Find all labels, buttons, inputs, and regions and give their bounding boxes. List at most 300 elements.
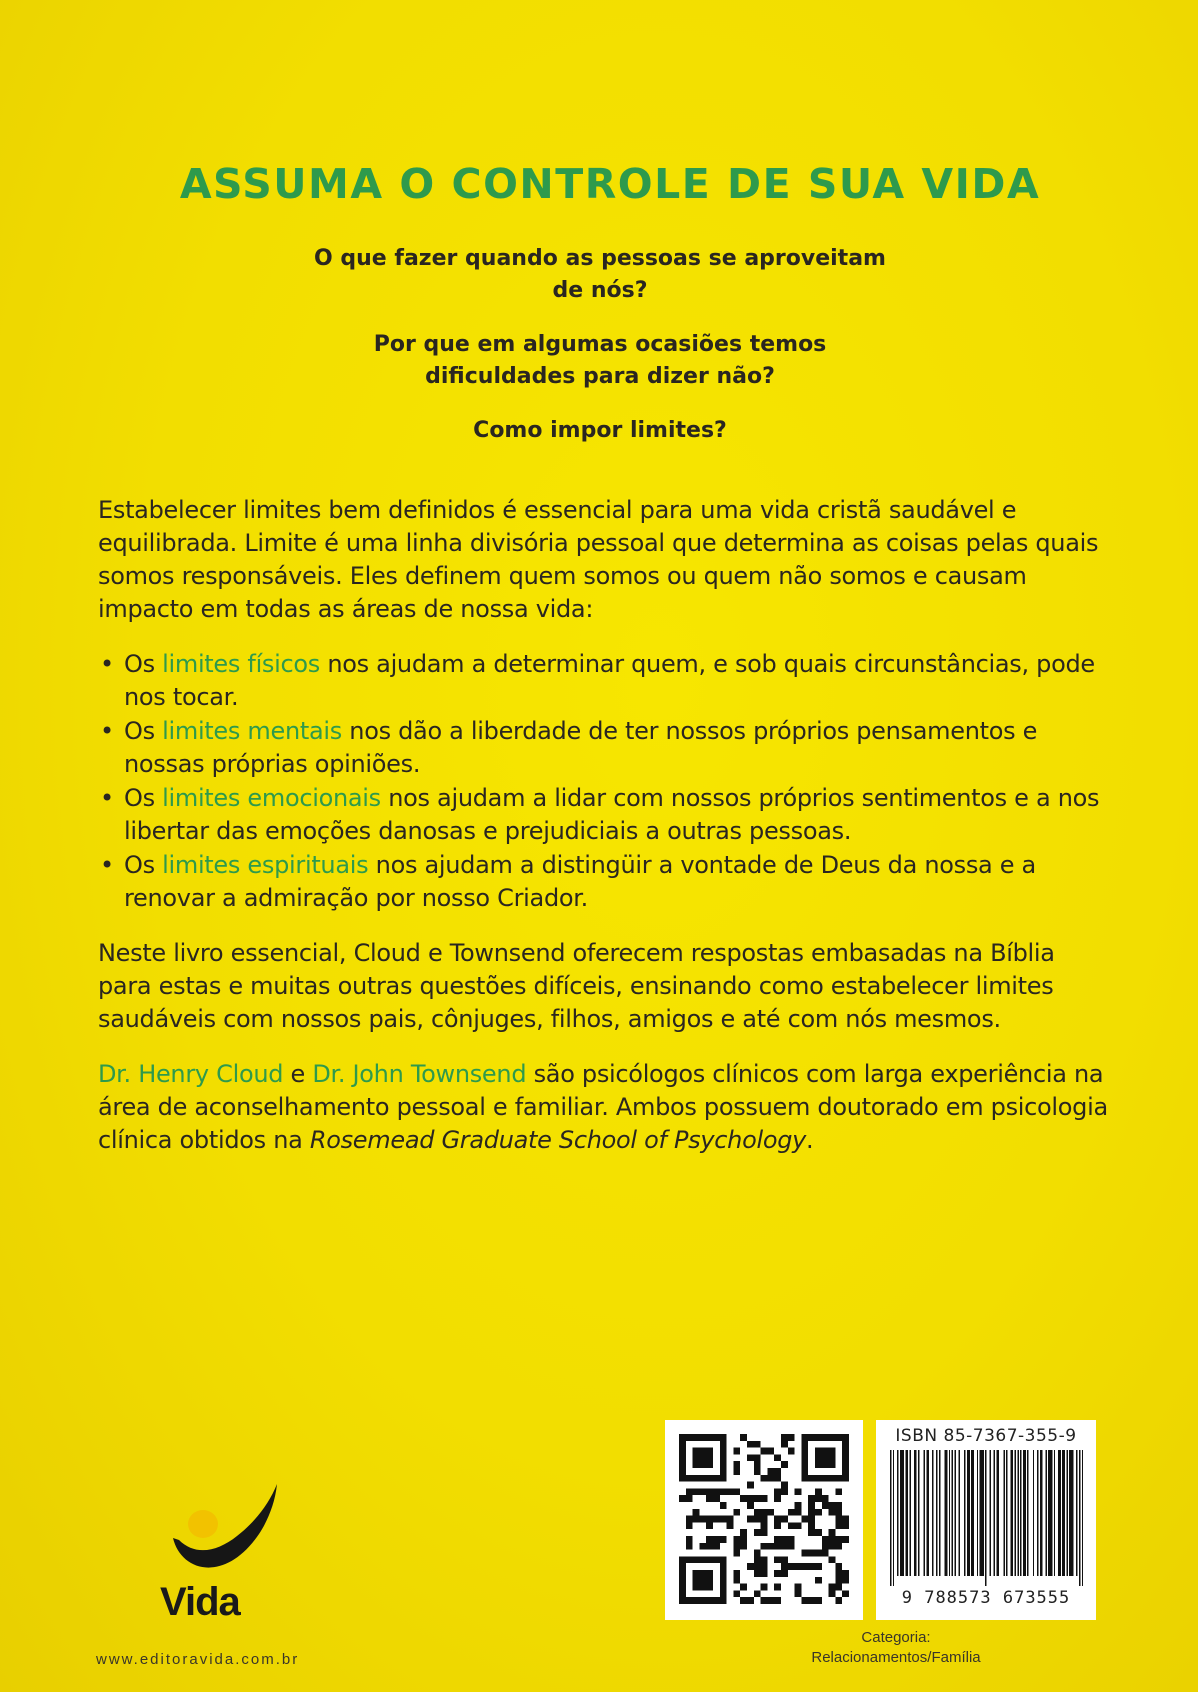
qr-module	[679, 1448, 686, 1455]
qr-module	[815, 1563, 822, 1570]
qr-module	[686, 1543, 693, 1550]
barcode-bar	[989, 1450, 990, 1576]
barcode-bar	[939, 1450, 940, 1576]
qr-module	[679, 1475, 686, 1482]
qr-module	[829, 1556, 836, 1563]
qr-module	[815, 1461, 822, 1468]
qr-module	[761, 1475, 768, 1482]
qr-module	[842, 1475, 849, 1482]
qr-module	[761, 1563, 768, 1570]
qr-module	[835, 1570, 842, 1577]
barcode-bar	[1082, 1450, 1083, 1586]
qr-module	[761, 1509, 768, 1516]
qr-module	[815, 1509, 822, 1516]
qr-module	[686, 1495, 693, 1502]
qr-module	[788, 1563, 795, 1570]
qr-module	[720, 1448, 727, 1455]
qr-module	[754, 1590, 761, 1597]
barcode-bar	[1033, 1450, 1034, 1576]
barcode-bar	[905, 1450, 908, 1576]
qr-module	[774, 1516, 781, 1523]
qr-module	[774, 1597, 781, 1604]
bullet-term: limites espirituais	[162, 851, 369, 879]
qr-module	[829, 1536, 836, 1543]
barcode-bar	[1048, 1450, 1052, 1576]
qr-module	[693, 1584, 700, 1591]
publisher-name: Vida	[160, 1580, 240, 1624]
qr-module	[706, 1543, 713, 1550]
qr-module	[835, 1522, 842, 1529]
qr-module	[815, 1434, 822, 1441]
barcode-bar	[890, 1450, 891, 1586]
qr-module	[835, 1536, 842, 1543]
qr-module	[679, 1461, 686, 1468]
qr-module	[720, 1563, 727, 1570]
qr-module	[679, 1495, 686, 1502]
qr-module	[727, 1488, 734, 1495]
qr-module	[686, 1434, 693, 1441]
bullet-text: nos ajudam a lidar com nossos próprios sentimentos e a nos libertar das emoções danosas e prejudiciais a outras pessoas.	[124, 784, 1100, 845]
qr-module	[815, 1448, 822, 1455]
barcode-bar	[954, 1450, 955, 1576]
barcode-bar	[959, 1450, 960, 1576]
qr-module	[829, 1590, 836, 1597]
qr-module	[761, 1584, 768, 1591]
qr-module	[842, 1448, 849, 1455]
qr-module	[842, 1577, 849, 1584]
barcode-bar	[936, 1450, 937, 1576]
qr-module	[720, 1584, 727, 1591]
qr-module	[733, 1488, 740, 1495]
qr-module	[815, 1597, 822, 1604]
qr-module	[781, 1482, 788, 1489]
qr-module	[706, 1516, 713, 1523]
barcode-bar	[949, 1450, 950, 1576]
qr-module	[733, 1550, 740, 1557]
qr-module	[754, 1495, 761, 1502]
barcode-bar	[893, 1450, 894, 1586]
bullet-term: limites físicos	[162, 650, 320, 678]
qr-module	[747, 1516, 754, 1523]
qr-module	[801, 1434, 808, 1441]
author-bio-end: .	[806, 1126, 814, 1154]
qr-module	[815, 1488, 822, 1495]
qr-module	[808, 1509, 815, 1516]
qr-module	[706, 1597, 713, 1604]
barcode-bar	[1010, 1450, 1013, 1576]
qr-module	[713, 1488, 720, 1495]
qr-module	[713, 1536, 720, 1543]
question-2: Por que em algumas ocasiões temos dificuldades para dizer não?	[373, 332, 827, 389]
qr-module	[767, 1475, 774, 1482]
qr-module	[740, 1536, 747, 1543]
qr-module	[740, 1543, 747, 1550]
bullet-prefix: Os	[124, 851, 163, 879]
qr-module	[720, 1468, 727, 1475]
barcode-bar	[932, 1450, 933, 1576]
qr-module	[747, 1563, 754, 1570]
qr-module	[747, 1502, 754, 1509]
bullet-prefix: Os	[124, 650, 163, 678]
barcode-bar	[985, 1450, 986, 1586]
barcode-bar	[1058, 1450, 1061, 1576]
qr-module	[693, 1475, 700, 1482]
qr-module	[822, 1495, 829, 1502]
qr-module	[795, 1502, 802, 1509]
question-1: O que fazer quando as pessoas se aproveitam de nós?	[314, 246, 886, 303]
qr-module	[829, 1475, 836, 1482]
qr-module	[733, 1448, 740, 1455]
qr-module	[713, 1597, 720, 1604]
qr-module	[733, 1570, 740, 1577]
qr-module	[842, 1570, 849, 1577]
qr-module	[686, 1556, 693, 1563]
qr-module	[774, 1584, 781, 1591]
bullet-term: limites emocionais	[162, 784, 381, 812]
synopsis	[98, 494, 1108, 1179]
qr-module	[822, 1475, 829, 1482]
qr-module	[740, 1597, 747, 1604]
qr-module	[679, 1454, 686, 1461]
category-value: Relacionamentos/Família	[811, 1649, 981, 1666]
qr-module	[713, 1434, 720, 1441]
author-bio-text: são psicólogos clínicos com larga experiência na área de aconselhamento pessoal e familiar. Ambos possuem doutorado em psicologia clínica obtidos na	[98, 1060, 1108, 1154]
qr-module	[693, 1461, 700, 1468]
qr-module	[706, 1475, 713, 1482]
qr-module	[720, 1441, 727, 1448]
qr-module	[747, 1597, 754, 1604]
qr-module	[781, 1536, 788, 1543]
qr-module	[754, 1468, 761, 1475]
qr-module	[699, 1577, 706, 1584]
qr-module	[767, 1448, 774, 1455]
qr-module	[815, 1454, 822, 1461]
barcode-bar	[1020, 1450, 1021, 1576]
qr-module	[842, 1516, 849, 1523]
barcode-bar	[918, 1450, 919, 1576]
barcode-bar	[994, 1450, 995, 1576]
qr-module	[801, 1550, 808, 1557]
qr-module	[699, 1448, 706, 1455]
barcode-bar	[914, 1450, 917, 1576]
qr-module	[774, 1536, 781, 1543]
qr-module	[774, 1556, 781, 1563]
qr-module	[706, 1584, 713, 1591]
qr-module	[835, 1488, 842, 1495]
qr-module	[761, 1556, 768, 1563]
qr-module	[822, 1448, 829, 1455]
qr-module	[713, 1475, 720, 1482]
barcode-bar	[910, 1450, 911, 1576]
qr-module	[747, 1454, 754, 1461]
qr-module	[829, 1454, 836, 1461]
qr-module	[754, 1556, 761, 1563]
qr-module	[754, 1509, 761, 1516]
qr-module	[761, 1495, 768, 1502]
qr-module	[693, 1488, 700, 1495]
qr-module	[693, 1434, 700, 1441]
author-name-1: Dr. Henry Cloud	[98, 1060, 284, 1088]
barcode-bar	[926, 1450, 929, 1576]
back-cover-heading: ASSUMA O CONTROLE DE SUA VIDA	[179, 160, 1041, 208]
qr-module	[801, 1468, 808, 1475]
qr-module	[829, 1434, 836, 1441]
qr-module	[733, 1590, 740, 1597]
barcode-bar	[1040, 1450, 1043, 1576]
publisher-website: www.editoravida.com.br	[96, 1651, 300, 1668]
qr-module	[720, 1577, 727, 1584]
barcode-bar	[1037, 1450, 1038, 1576]
qr-module	[679, 1584, 686, 1591]
list-item	[98, 648, 1108, 714]
qr-module	[679, 1597, 686, 1604]
qr-module	[733, 1577, 740, 1584]
qr-module	[767, 1597, 774, 1604]
qr-module	[808, 1495, 815, 1502]
qr-module	[788, 1434, 795, 1441]
qr-module	[706, 1454, 713, 1461]
qr-module	[761, 1448, 768, 1455]
list-item	[98, 782, 1108, 848]
qr-module	[801, 1448, 808, 1455]
qr-module	[733, 1543, 740, 1550]
qr-module	[801, 1516, 808, 1523]
barcode-bar	[897, 1450, 898, 1576]
qr-module	[795, 1563, 802, 1570]
qr-module	[842, 1454, 849, 1461]
bullet-text: nos ajudam a distingüir a vontade de Deus da nossa e a renovar a admiração por nosso Criador.	[124, 851, 1036, 912]
qr-module	[815, 1577, 822, 1584]
qr-module	[767, 1509, 774, 1516]
qr-module	[808, 1550, 815, 1557]
qr-module	[801, 1461, 808, 1468]
list-item	[98, 849, 1108, 915]
qr-module	[754, 1441, 761, 1448]
qr-module	[747, 1495, 754, 1502]
qr-module	[699, 1434, 706, 1441]
qr-module	[733, 1509, 740, 1516]
qr-module	[842, 1434, 849, 1441]
qr-module	[774, 1475, 781, 1482]
qr-module	[720, 1536, 727, 1543]
qr-module	[706, 1556, 713, 1563]
qr-module	[679, 1570, 686, 1577]
qr-module	[754, 1570, 761, 1577]
qr-module	[713, 1495, 720, 1502]
qr-module	[686, 1522, 693, 1529]
qr-module	[808, 1502, 815, 1509]
qr-module	[781, 1461, 788, 1468]
qr-module	[699, 1597, 706, 1604]
qr-module	[740, 1495, 747, 1502]
qr-module	[679, 1563, 686, 1570]
qr-module	[733, 1461, 740, 1468]
qr-module	[720, 1475, 727, 1482]
author-name-2: Dr. John Townsend	[312, 1060, 527, 1088]
qr-module	[767, 1543, 774, 1550]
barcode-bar	[924, 1450, 925, 1576]
qr-module	[720, 1502, 727, 1509]
qr-module	[747, 1482, 754, 1489]
barcode-bar	[900, 1450, 904, 1576]
qr-module	[835, 1597, 842, 1604]
qr-module	[815, 1495, 822, 1502]
isbn-barcode-block	[876, 1420, 1096, 1620]
qr-module	[842, 1522, 849, 1529]
qr-module	[706, 1448, 713, 1455]
qr-module	[747, 1441, 754, 1448]
qr-module	[808, 1434, 815, 1441]
qr-module	[699, 1461, 706, 1468]
qr-module	[795, 1509, 802, 1516]
qr-module	[761, 1529, 768, 1536]
qr-module	[801, 1441, 808, 1448]
author-bio	[98, 1058, 1108, 1157]
qr-module	[693, 1448, 700, 1455]
qr-module	[822, 1536, 829, 1543]
qr-module	[801, 1475, 808, 1482]
qr-module	[808, 1597, 815, 1604]
qr-module	[720, 1454, 727, 1461]
qr-module	[720, 1516, 727, 1523]
qr-module	[822, 1461, 829, 1468]
qr-module	[835, 1543, 842, 1550]
qr-module	[829, 1502, 836, 1509]
qr-module	[781, 1434, 788, 1441]
qr-module	[754, 1550, 761, 1557]
qr-module	[842, 1468, 849, 1475]
qr-module	[761, 1516, 768, 1523]
qr-module	[761, 1543, 768, 1550]
qr-module	[733, 1536, 740, 1543]
qr-module	[781, 1570, 788, 1577]
qr-module	[829, 1461, 836, 1468]
qr-module	[767, 1468, 774, 1475]
qr-module	[727, 1516, 734, 1523]
qr-module	[835, 1502, 842, 1509]
qr-module	[829, 1529, 836, 1536]
barcode-bar	[1006, 1450, 1007, 1576]
qr-module	[801, 1563, 808, 1570]
barcode-bar	[952, 1450, 953, 1576]
qr-module	[679, 1434, 686, 1441]
barcode-icon	[888, 1450, 1084, 1586]
qr-module	[774, 1543, 781, 1550]
qr-module	[720, 1461, 727, 1468]
limits-list	[98, 648, 1108, 915]
bullet-text: nos dão a liberdade de ter nossos próprios pensamentos e nossas próprias opiniões.	[124, 717, 1038, 778]
qr-module	[801, 1454, 808, 1461]
qr-module	[795, 1488, 802, 1495]
qr-module	[720, 1488, 727, 1495]
qr-module	[808, 1529, 815, 1536]
barcode-bar	[1069, 1450, 1073, 1576]
qr-module	[822, 1454, 829, 1461]
qr-module	[706, 1577, 713, 1584]
qr-module	[822, 1434, 829, 1441]
qr-module	[720, 1556, 727, 1563]
qr-module	[842, 1536, 849, 1543]
qr-module	[781, 1543, 788, 1550]
barcode-bar	[1015, 1450, 1016, 1576]
barcode-bar	[1027, 1450, 1028, 1576]
qr-module	[686, 1516, 693, 1523]
isbn-label: ISBN 85-7367-355-9	[895, 1426, 1077, 1446]
qr-module	[835, 1577, 842, 1584]
qr-module	[693, 1509, 700, 1516]
qr-module	[781, 1441, 788, 1448]
barcode-bar	[1062, 1450, 1065, 1576]
qr-module	[808, 1475, 815, 1482]
qr-module	[679, 1441, 686, 1448]
qr-module	[829, 1584, 836, 1591]
qr-module	[774, 1468, 781, 1475]
qr-module	[693, 1597, 700, 1604]
qr-module	[699, 1543, 706, 1550]
qr-module	[761, 1597, 768, 1604]
qr-module	[842, 1590, 849, 1597]
bullet-text: nos ajudam a determinar quem, e sob quais circunstâncias, pode nos tocar.	[124, 650, 1095, 711]
barcode-bar	[1045, 1450, 1046, 1576]
qr-module	[754, 1529, 761, 1536]
qr-module	[720, 1570, 727, 1577]
qr-module	[713, 1556, 720, 1563]
bullet-prefix: Os	[124, 717, 163, 745]
barcode-bar	[967, 1450, 970, 1576]
qr-module	[693, 1577, 700, 1584]
author-joiner: e	[283, 1060, 313, 1088]
qr-module	[795, 1590, 802, 1597]
qr-module	[835, 1434, 842, 1441]
qr-module	[835, 1584, 842, 1591]
qr-module	[699, 1516, 706, 1523]
qr-module	[781, 1516, 788, 1523]
qr-module	[679, 1577, 686, 1584]
qr-module	[754, 1516, 761, 1523]
qr-module	[774, 1454, 781, 1461]
barcode	[888, 1450, 1084, 1586]
qr-module	[842, 1441, 849, 1448]
questions-block	[300, 243, 900, 469]
qr-module	[740, 1529, 747, 1536]
list-item	[98, 715, 1108, 781]
barcode-bar	[977, 1450, 978, 1576]
qr-module	[693, 1454, 700, 1461]
qr-module	[822, 1502, 829, 1509]
barcode-bar	[980, 1450, 984, 1576]
qr-module	[713, 1543, 720, 1550]
qr-module	[781, 1556, 788, 1563]
category-block	[766, 1628, 1026, 1668]
barcode-bar	[996, 1450, 999, 1576]
qr-module	[699, 1584, 706, 1591]
qr-module	[801, 1597, 808, 1604]
qr-module	[706, 1434, 713, 1441]
barcode-bar	[1076, 1450, 1077, 1576]
qr-module	[788, 1543, 795, 1550]
qr-module	[829, 1448, 836, 1455]
barcode-bar	[971, 1450, 974, 1576]
qr-module	[795, 1522, 802, 1529]
qr-module	[835, 1563, 842, 1570]
qr-module	[740, 1434, 747, 1441]
qr-module	[774, 1522, 781, 1529]
qr-module	[788, 1509, 795, 1516]
qr-module	[761, 1570, 768, 1577]
qr-module	[693, 1570, 700, 1577]
qr-module	[699, 1556, 706, 1563]
qr-module	[693, 1516, 700, 1523]
